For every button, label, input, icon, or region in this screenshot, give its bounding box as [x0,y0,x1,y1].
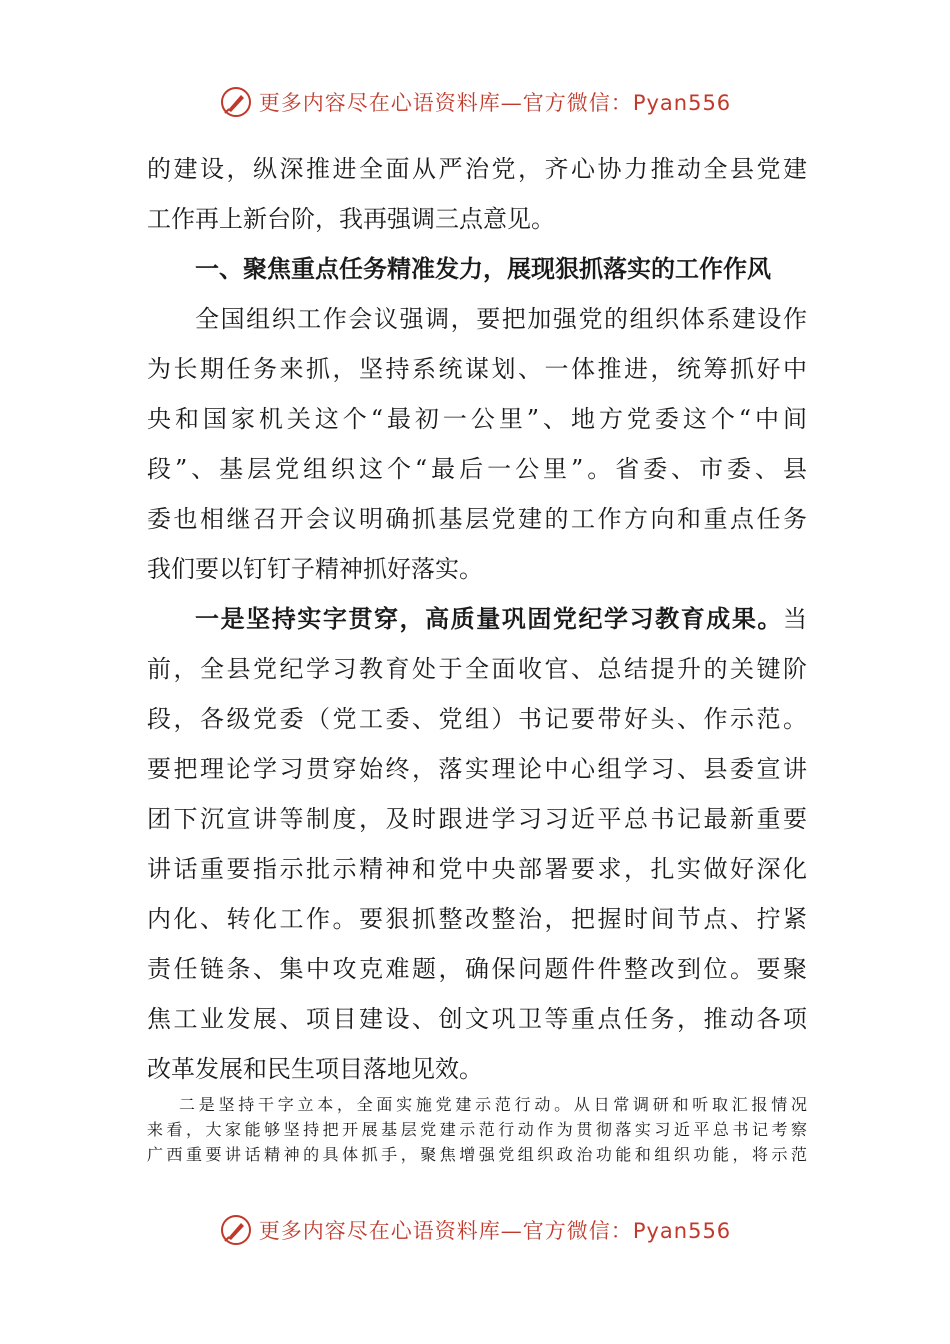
paragraph-line: 内化、转化工作。要狠抓整改整治，把握时间节点、拧紧 [147,905,807,933]
paragraph-line: 为长期任务来抓，坚持系统谋划、一体推进，统筹抓好中 [147,355,807,383]
pen-nib-icon [219,1213,253,1247]
small-line: 二是坚持干字立本，全面实施党建示范行动。从日常调研和听取汇报情况 [179,1095,807,1114]
paragraph-line: 央和国家机关这个“最初一公里”、地方党委这个“中间 [147,405,807,433]
small-line: 广西重要讲话精神的具体抓手，聚焦增强党组织政治功能和组织功能，将示范 [147,1145,807,1164]
paragraph-line: 段，各级党委（党工委、党组）书记要带好头、作示范。 [147,705,807,733]
small-line: 来看，大家能够坚持把开展基层党建示范行动作为贯彻落实习近平总书记考察 [147,1120,807,1139]
banner-text: 更多内容尽在心语资料库—官方微信：Pyan556 [258,91,732,115]
paragraph-line: 讲话重要指示批示精神和党中央部署要求，扎实做好深化 [147,855,807,883]
paragraph-line: 全国组织工作会议强调，要把加强党的组织体系建设作 [195,305,807,333]
paragraph-line: 的建设，纵深推进全面从严治党，齐心协力推动全县党建 [147,155,807,183]
bold-lead: 一是坚持实字贯穿，高质量巩固党纪学习教育成果。 [195,605,783,633]
small-text-block [147,1092,807,1167]
paragraph-line: 焦工业发展、项目建设、创文巩卫等重点任务，推动各项 [147,1005,807,1033]
section-heading: 一、聚焦重点任务精准发力，展现狠抓落实的工作作风 [195,255,771,283]
paragraph-line: 前，全县党纪学习教育处于全面收官、总结提升的关键阶 [147,655,807,683]
paragraph-line: 责任链条、集中攻克难题，确保问题件件整改到位。要聚 [147,955,807,983]
paragraph-line: 段”、基层党组织这个“最后一公里”。省委、市委、县 [147,455,807,483]
banner-text: 更多内容尽在心语资料库—官方微信：Pyan556 [258,1219,732,1243]
paragraph-line: 要把理论学习贯穿始终，落实理论中心组学习、县委宣讲 [147,755,807,783]
paragraph-line: 工作再上新台阶，我再强调三点意见。 [147,205,555,233]
pen-nib-icon [219,85,253,119]
document-body [147,144,807,1094]
lead-tail: 当 [783,605,807,633]
paragraph-line [147,594,807,644]
paragraph-line: 委也相继召开会议明确抓基层党建的工作方向和重点任务 [147,505,807,533]
paragraph-line: 改革发展和民生项目落地见效。 [147,1055,483,1083]
paragraph-line: 我们要以钉钉子精神抓好落实。 [147,555,483,583]
footer-banner [0,1210,950,1250]
header-banner [0,82,950,122]
paragraph-line: 团下沉宣讲等制度，及时跟进学习习近平总书记最新重要 [147,805,807,833]
